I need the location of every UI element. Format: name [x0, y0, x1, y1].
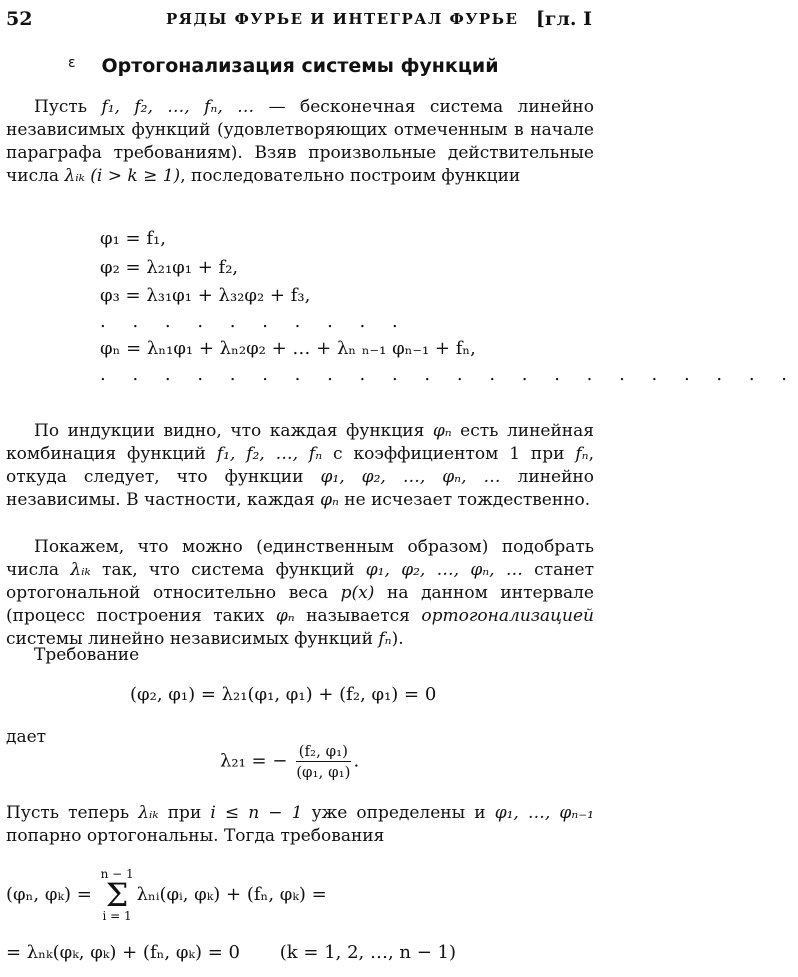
p6-text-d: попарно ортогональны. Тогда требования	[6, 826, 385, 846]
p2-math-phi-n-2: φₙ	[320, 490, 339, 510]
equation-phi-3: φ₃ = λ₃₁φ₁ + λ₃₂φ₂ + f₃,	[100, 285, 311, 306]
p2-text-e: линейно независимы. В частности, каждая	[6, 467, 594, 510]
equation-phi-1: φ₁ = f₁,	[100, 228, 166, 249]
p2-text-b: есть линейная комбинация функций	[6, 421, 595, 464]
paragraph-6	[6, 802, 594, 848]
sum-lower-limit: i = 1	[102, 909, 132, 923]
p2-text-d: , откуда следует, что функции	[6, 444, 594, 487]
p6-math-cond: i ≤ n − 1	[210, 803, 303, 823]
final-equation-condition: (k = 1, 2, …, n − 1)	[279, 942, 457, 963]
p3-text-b: так, что система функций	[90, 560, 366, 580]
p6-math-lambda: λᵢₖ	[138, 803, 159, 823]
paragraph-1	[6, 96, 594, 188]
p3-math-phi-seq: φ₁, φ₂, …, φₙ, …	[365, 560, 523, 580]
final-equation-main: = λₙₖ(φₖ, φₖ) + (fₙ, φₖ) = 0	[6, 942, 240, 963]
equation-sum	[6, 868, 327, 922]
fraction-numerator: (f₂, φ₁)	[296, 742, 351, 762]
p2-text-c: с коэффициентом 1 при	[322, 444, 576, 464]
ellipsis-row-2: . . . . . . . . . . . . . . . . . . . . . .	[100, 364, 798, 385]
chapter-label: [гл. I	[535, 8, 592, 30]
paragraph-4: Требование	[34, 645, 140, 665]
p1-text-b: — бесконечная система линейно независимых функций (удовлетворяющих отмеченным в начале параграфа требованиям). Взяв произвольные действительные числа	[6, 97, 594, 186]
sum-upper-limit: n − 1	[100, 867, 134, 881]
equation-requirement: (φ₂, φ₁) = λ₂₁(φ₁, φ₁) + (f₂, φ₁) = 0	[130, 684, 437, 705]
p3-term-orthogonalization: ортогонализацией	[421, 606, 594, 626]
page-number: 52	[6, 8, 33, 30]
p1-math-lambda: λᵢₖ	[64, 166, 85, 186]
p1-text-a: Пусть	[34, 97, 102, 117]
running-title: РЯДЫ ФУРЬЕ И ИНТЕГРАЛ ФУРЬЕ	[166, 10, 519, 28]
section-title: Ортогонализация системы функций	[101, 55, 499, 77]
p2-text-a: По индукции видно, что каждая функция	[34, 421, 433, 441]
lambda-fraction	[293, 742, 353, 781]
p3-text-g: системы линейно независимых функций	[6, 629, 379, 649]
p1-math-f-seq: f₁, f₂, …, fₙ, …	[101, 97, 255, 117]
p2-math-f-n: fₙ	[575, 444, 589, 464]
running-header	[6, 8, 592, 36]
lambda-tail: .	[353, 750, 360, 772]
p6-text-a: Пусть теперь	[6, 803, 139, 823]
p6-text-b: при	[158, 803, 211, 823]
p3-math-px: p(x)	[340, 583, 375, 603]
p1-math-cond: (i > k ≥ 1)	[90, 166, 181, 186]
fraction-denominator: (φ₁, φ₁)	[296, 763, 351, 781]
equation-phi-n: φₙ = λₙ₁φ₁ + λₙ₂φ₂ + … + λₙ ₙ₋₁ φₙ₋₁ + fₙ,	[100, 338, 476, 359]
p3-text-a: Покажем, что можно (единственным образом) подобрать числа	[6, 537, 594, 580]
section-mark: ε	[68, 55, 76, 71]
paragraph-3	[6, 536, 594, 651]
p3-text-c: станет ортогональной относительно веса	[6, 560, 595, 603]
summation-sign: n − 1 Σ i = 1	[100, 867, 134, 923]
p3-math-f-n: fₙ	[378, 629, 392, 649]
equation-final	[6, 942, 456, 963]
p2-math-f-seq: f₁, f₂, …, fₙ	[216, 444, 323, 464]
p6-math-phi-seq: φ₁, …, φₙ₋₁	[494, 803, 594, 823]
p2-math-phi-n: φₙ	[432, 421, 452, 441]
p3-math-phi-n: φₙ	[275, 606, 295, 626]
p2-text-f: не исчезает тождественно.	[338, 490, 591, 510]
p6-text-c: уже определены и	[302, 803, 495, 823]
equation-phi-2: φ₂ = λ₂₁φ₁ + f₂,	[100, 257, 239, 278]
sum-lhs: (φₙ, φₖ) =	[6, 884, 98, 905]
p3-text-d: на данном интервале (процесс построения таких	[6, 583, 594, 626]
paragraph-2	[6, 420, 594, 512]
ellipsis-row-1: . . . . . . . . . .	[100, 311, 409, 332]
p2-math-phi-seq: φ₁, φ₂, …, φₙ, …	[320, 467, 501, 487]
p3-text-h: ).	[391, 629, 404, 649]
paragraph-5: дает	[6, 727, 47, 747]
sum-body: λₙᵢ(φᵢ, φₖ) + (fₙ, φₖ) =	[136, 884, 327, 905]
p3-math-lambda: λᵢₖ	[70, 560, 91, 580]
p3-text-e: называется	[294, 606, 422, 626]
p1-text-c: , последовательно построим функции	[180, 166, 521, 186]
lambda-lhs: λ₂₁ = −	[220, 750, 288, 772]
section-heading	[0, 55, 600, 77]
equation-lambda-21	[220, 742, 359, 781]
